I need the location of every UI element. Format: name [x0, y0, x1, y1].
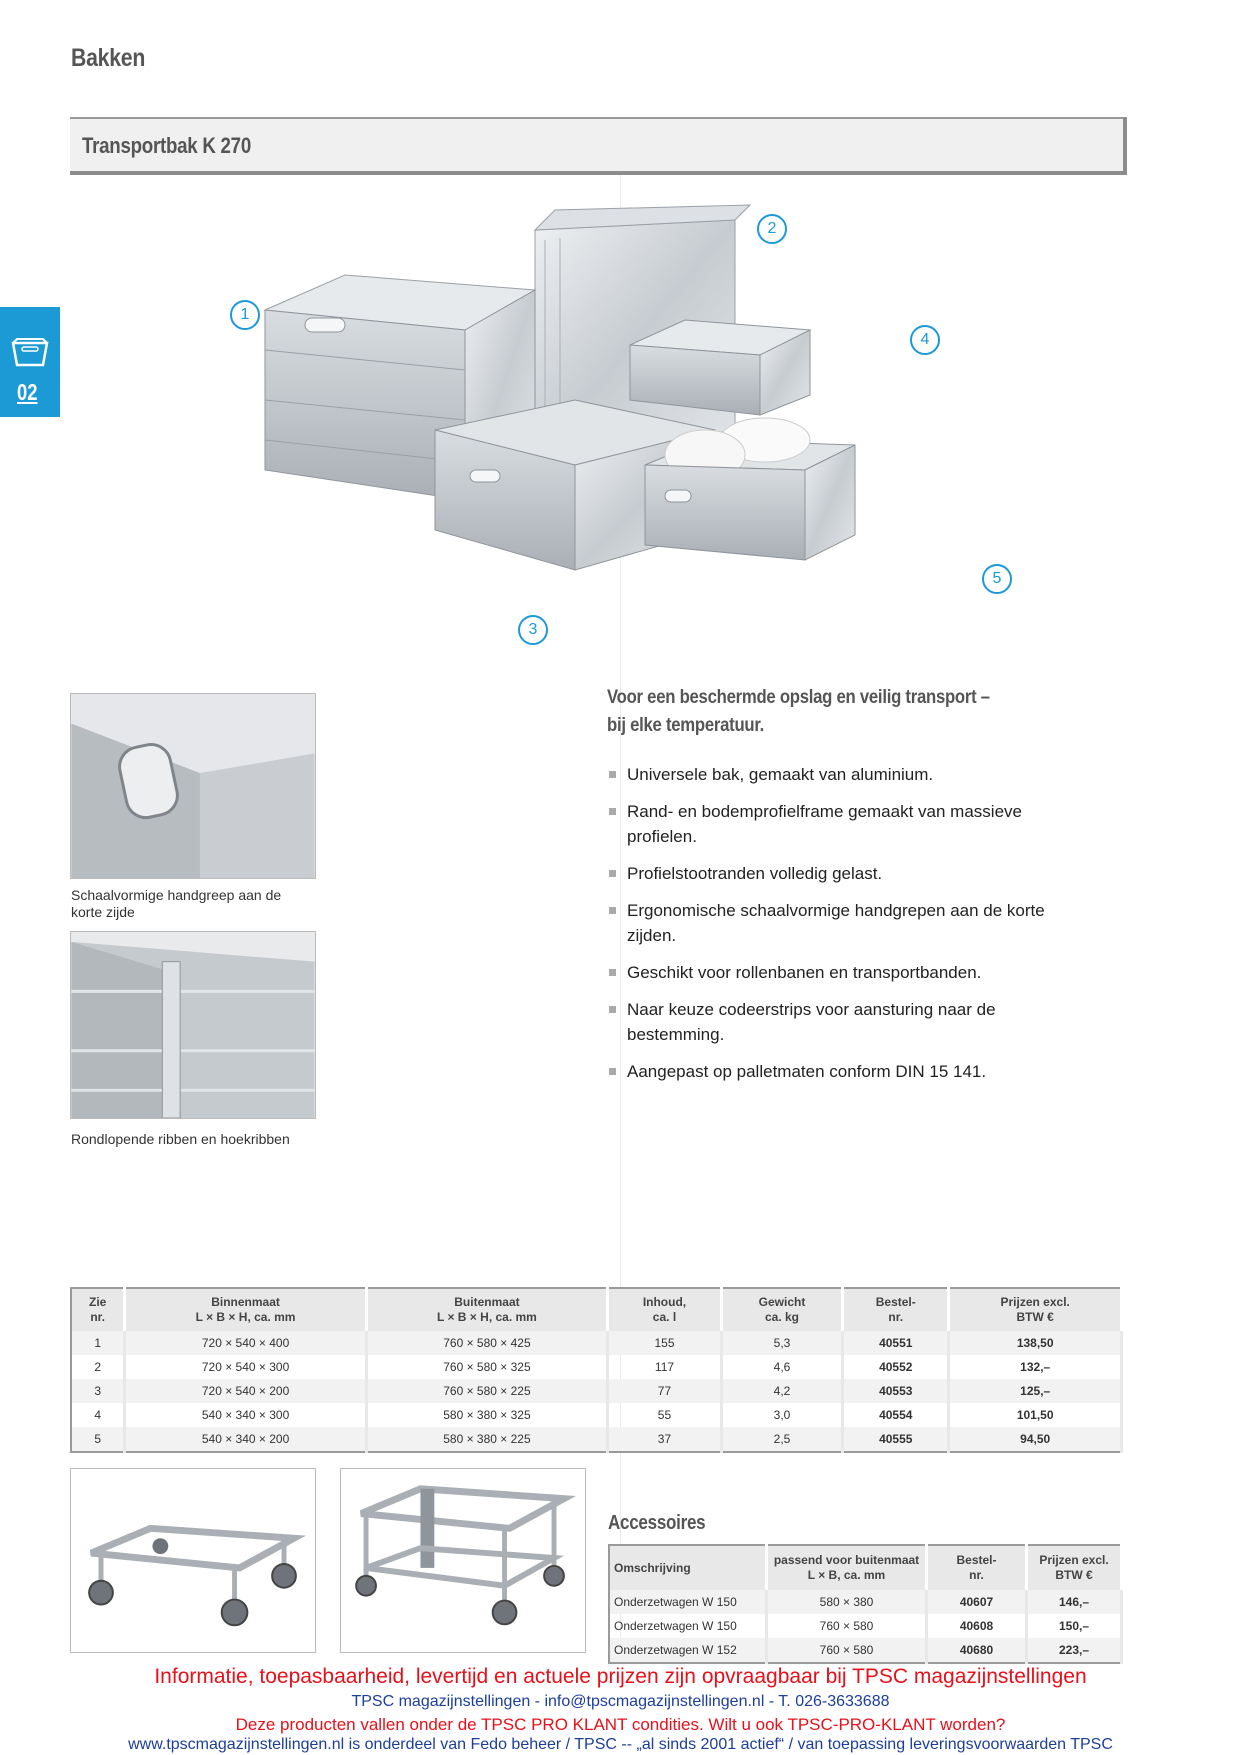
cell: 4 [71, 1403, 125, 1427]
col-header: Omschrijving [609, 1545, 767, 1590]
section-title: Bakken [71, 44, 146, 72]
cell: 4,2 [721, 1379, 842, 1403]
col-header: Prijzen excl. BTW € [1027, 1545, 1122, 1590]
cell: 580 × 380 × 225 [366, 1427, 607, 1452]
price: 125,– [949, 1379, 1122, 1403]
cell: 1 [71, 1331, 125, 1355]
cell: 3 [71, 1379, 125, 1403]
spec-table-header [71, 1288, 1122, 1331]
headline-line-2: bij elke temperatuur. [607, 715, 765, 736]
order-number: 40553 [843, 1379, 949, 1403]
footer-website[interactable]: www.tpscmagazijnstellingen.nl is onderdeel van Fedo beheer / TPSC -- „al sinds 2001 actief“ / van toepassing leveringsvoorwaarden TPSC [128, 1736, 1113, 1753]
col-header: Bestel- nr. [843, 1288, 949, 1331]
product-title-bar [70, 117, 1123, 175]
price: 94,50 [949, 1427, 1122, 1452]
price: 138,50 [949, 1331, 1122, 1355]
accessories-heading: Accessoires [608, 1512, 706, 1534]
price: 150,– [1027, 1614, 1122, 1638]
cell: 760 × 580 [767, 1638, 927, 1663]
box-icon [10, 337, 50, 369]
price: 223,– [1027, 1638, 1122, 1663]
table-row [71, 1331, 1122, 1355]
col-header: Inhoud, ca. l [608, 1288, 722, 1331]
order-number: 40552 [843, 1355, 949, 1379]
cell: 580 × 380 × 325 [366, 1403, 607, 1427]
col-header: Bestel- nr. [927, 1545, 1027, 1590]
table-row [609, 1590, 1122, 1614]
cell: 117 [608, 1355, 722, 1379]
footer-pro-klant: Deze producten vallen onder de TPSC PRO KLANT condities. Wilt u ook TPSC-PRO-KLANT worden? [235, 1715, 1006, 1734]
product-headline [607, 684, 994, 740]
order-number: 40551 [843, 1331, 949, 1355]
cell: 3,0 [721, 1403, 842, 1427]
col-header: Prijzen excl. BTW € [949, 1288, 1122, 1331]
col-header: Binnenmaat L × B × H, ca. mm [125, 1288, 366, 1331]
col-header: Buitenmaat L × B × H, ca. mm [366, 1288, 607, 1331]
cell: Onderzetwagen W 150 [609, 1590, 767, 1614]
handle-detail-caption: Schaalvormige handgreep aan de korte zijde [71, 887, 282, 920]
cell: Onderzetwagen W 152 [609, 1638, 767, 1663]
table-row [609, 1614, 1122, 1638]
feature-item: Geschikt voor rollenbanen en transportbanden. [607, 960, 1077, 985]
cell: 540 × 340 × 300 [125, 1403, 366, 1427]
feature-item: Ergonomische schaalvormige handgrepen aan de korte zijden. [607, 898, 1077, 948]
callout-5: 5 [982, 564, 1012, 594]
col-header: Zie nr. [71, 1288, 125, 1331]
feature-item: Rand- en bodemprofielframe gemaakt van massieve profielen. [607, 799, 1077, 849]
price: 101,50 [949, 1403, 1122, 1427]
cell: 720 × 540 × 400 [125, 1331, 366, 1355]
handle-detail-photo [70, 693, 316, 879]
cell: 55 [608, 1403, 722, 1427]
callout-4: 4 [910, 325, 940, 355]
order-number: 40607 [927, 1590, 1027, 1614]
feature-item: Naar keuze codeerstrips voor aansturing naar de bestemming. [607, 997, 1077, 1047]
cell: 5 [71, 1427, 125, 1452]
box-5-image [645, 418, 855, 560]
table-row [609, 1638, 1122, 1663]
callout-3: 3 [518, 615, 548, 645]
table-row [71, 1427, 1122, 1452]
title-bar-edge [1123, 117, 1127, 175]
cell: 760 × 580 × 425 [366, 1331, 607, 1355]
footer-info: Informatie, toepasbaarheid, levertijd en actuele prijzen zijn opvraagbaar bij TPSC magazijnstellingen [154, 1665, 1087, 1688]
callout-2: 2 [757, 214, 787, 244]
product-photo [245, 200, 995, 690]
table-row [71, 1355, 1122, 1379]
headline-line-1: Voor een beschermde opslag en veilig transport – [607, 687, 990, 708]
price: 146,– [1027, 1590, 1122, 1614]
feature-item: Profielstootranden volledig gelast. [607, 861, 1077, 886]
price: 132,– [949, 1355, 1122, 1379]
order-number: 40608 [927, 1614, 1027, 1638]
spec-table [70, 1287, 1123, 1453]
table-row [71, 1379, 1122, 1403]
cell: 77 [608, 1379, 722, 1403]
ribs-detail-photo [70, 931, 316, 1119]
cell: 760 × 580 × 225 [366, 1379, 607, 1403]
col-header: Gewicht ca. kg [721, 1288, 842, 1331]
trolley-photo-1 [70, 1468, 316, 1653]
feature-item: Aangepast op palletmaten conform DIN 15 141. [607, 1059, 1077, 1084]
order-number: 40554 [843, 1403, 949, 1427]
cell: Onderzetwagen W 150 [609, 1614, 767, 1638]
ribs-detail-caption: Rondlopende ribben en hoekribben [71, 1131, 290, 1147]
cell: 2,5 [721, 1427, 842, 1452]
col-header: passend voor buitenmaat L × B, ca. mm [767, 1545, 927, 1590]
order-number: 40555 [843, 1427, 949, 1452]
cell: 5,3 [721, 1331, 842, 1355]
accessories-table [608, 1544, 1123, 1664]
feature-list [607, 762, 1077, 1096]
cell: 580 × 380 [767, 1590, 927, 1614]
product-title: Transportbak K 270 [82, 133, 251, 158]
table-row [71, 1403, 1122, 1427]
feature-item: Universele bak, gemaakt van aluminium. [607, 762, 1077, 787]
chapter-number: 02 [17, 379, 38, 405]
cell: 720 × 540 × 300 [125, 1355, 366, 1379]
chapter-tab[interactable] [0, 307, 60, 417]
callout-1: 1 [230, 300, 260, 330]
box-4-image [630, 320, 810, 415]
trolley-photo-2 [340, 1468, 586, 1653]
cell: 37 [608, 1427, 722, 1452]
cell: 760 × 580 × 325 [366, 1355, 607, 1379]
cell: 760 × 580 [767, 1614, 927, 1638]
footer-contact[interactable]: TPSC magazijnstellingen - info@tpscmagazijnstellingen.nl - T. 026-3633688 [351, 1693, 890, 1710]
accessories-table-header [609, 1545, 1122, 1590]
cell: 4,6 [721, 1355, 842, 1379]
cell: 720 × 540 × 200 [125, 1379, 366, 1403]
cell: 155 [608, 1331, 722, 1355]
order-number: 40680 [927, 1638, 1027, 1663]
cell: 2 [71, 1355, 125, 1379]
cell: 540 × 340 × 200 [125, 1427, 366, 1452]
